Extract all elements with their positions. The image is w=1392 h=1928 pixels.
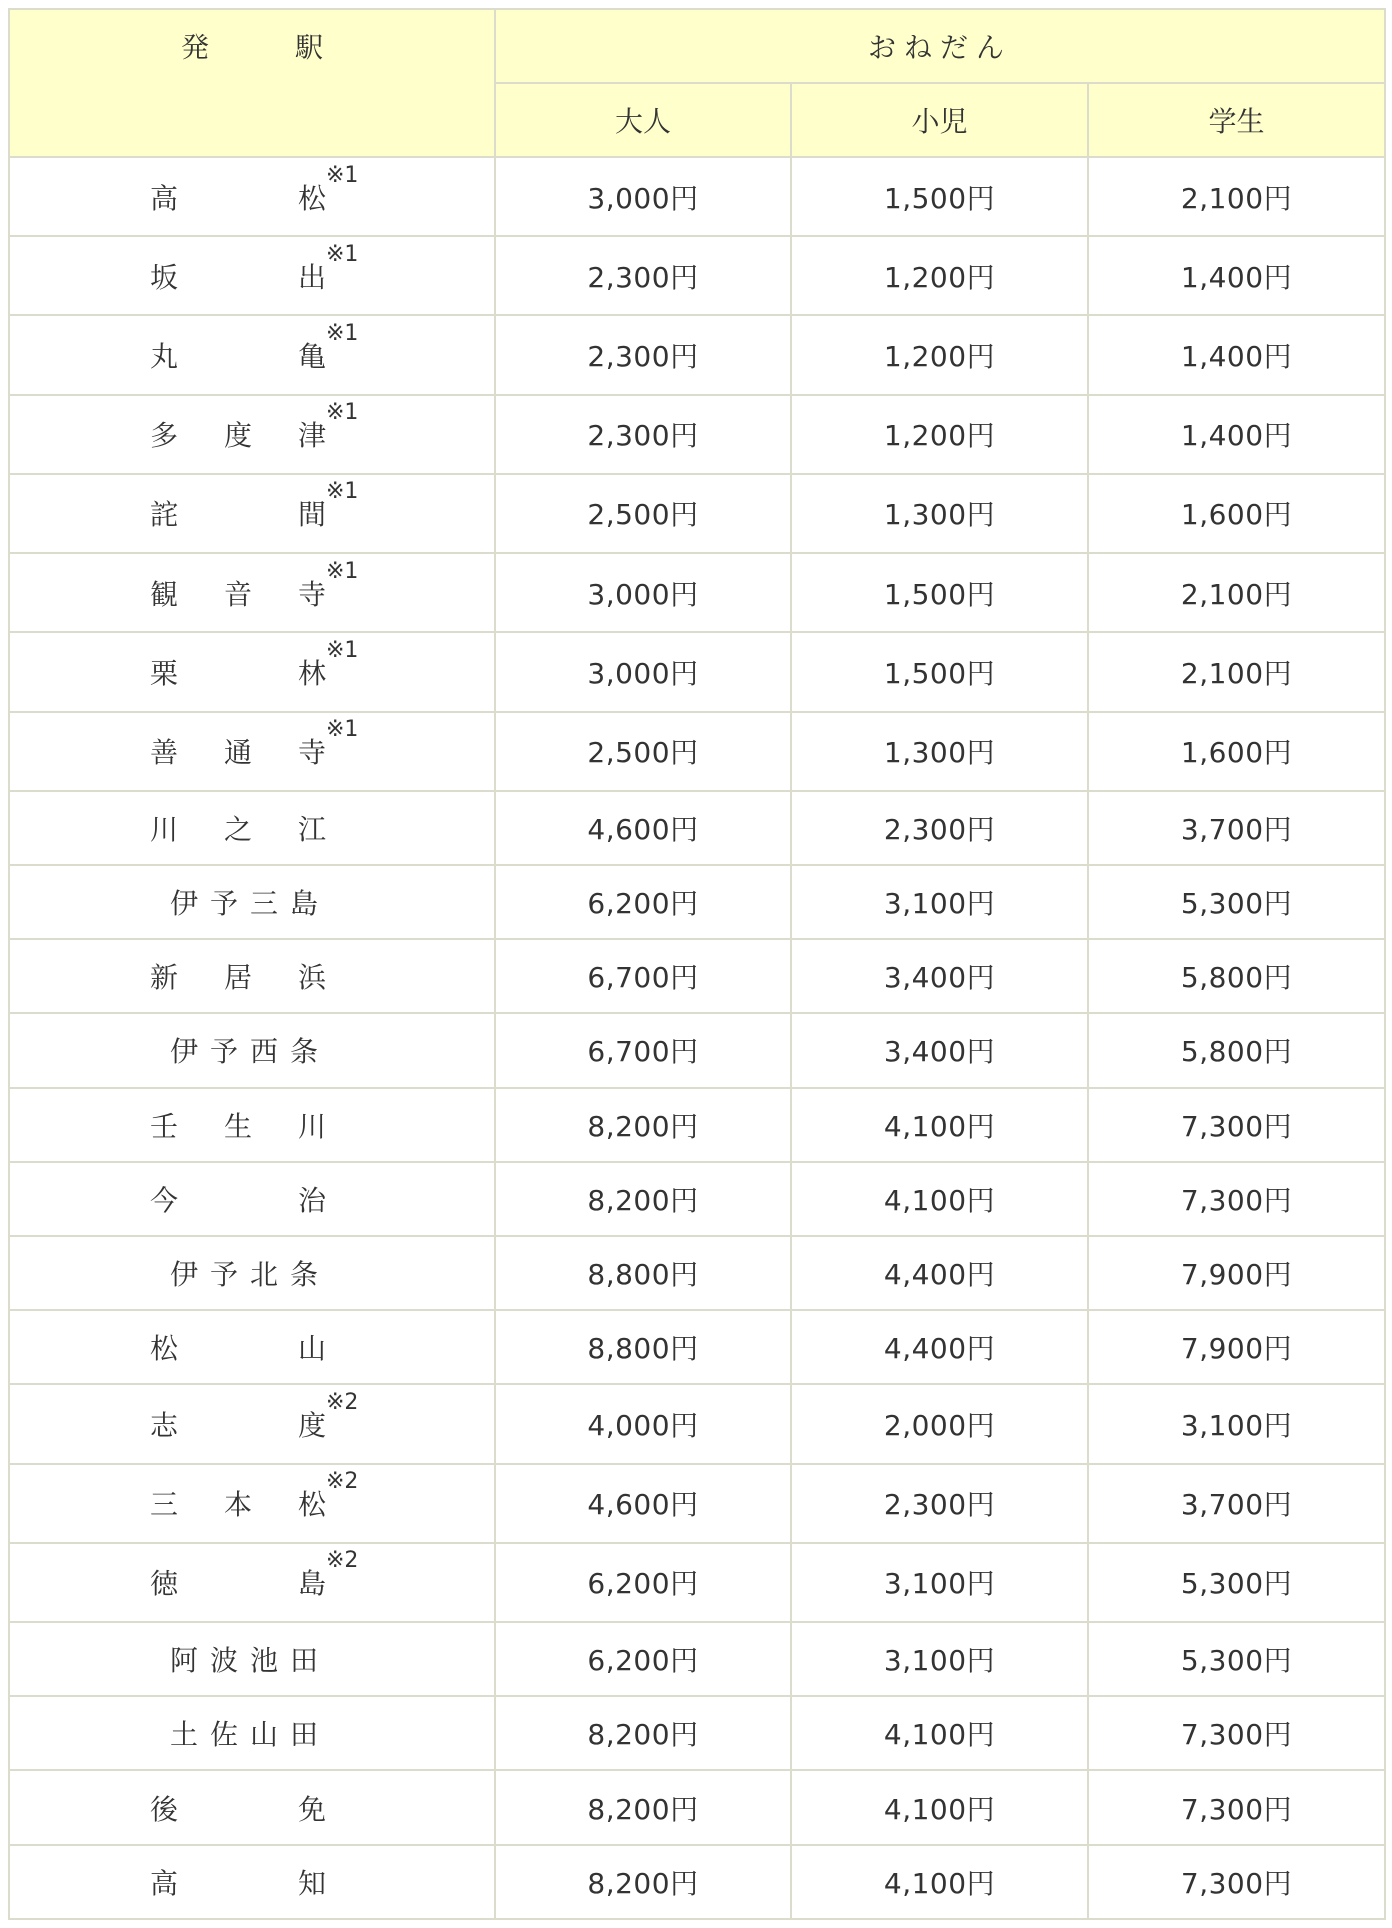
station-cell (9, 1088, 495, 1162)
footnote-marker: ※1 (325, 321, 359, 347)
child-fare-cell: 4,400円 (791, 1310, 1088, 1384)
student-fare-cell: 7,300円 (1088, 1845, 1385, 1919)
station-name-char: 多 (150, 419, 179, 453)
station-cell (9, 1384, 495, 1463)
child-fare-cell: 1,300円 (791, 712, 1088, 791)
station-name (150, 1862, 326, 1902)
station-name-char: 生 (223, 1109, 252, 1143)
table-row (9, 1770, 1385, 1844)
station-name-char: 知 (297, 1866, 326, 1900)
adult-fare-cell: 3,000円 (495, 553, 791, 632)
adult-fare-cell: 6,200円 (495, 1543, 791, 1622)
station-name-char: 壬 (150, 1109, 179, 1143)
station-header-char: 発 (180, 31, 209, 64)
station-name-char: 西 (249, 1035, 278, 1069)
station-name (150, 479, 359, 533)
child-fare-cell: 3,100円 (791, 865, 1088, 939)
child-fare-cell: 3,100円 (791, 1543, 1088, 1622)
station-name (150, 1327, 326, 1367)
table-row (9, 712, 1385, 791)
adult-fare-cell: 2,300円 (495, 236, 791, 315)
table-row (9, 1310, 1385, 1384)
station-name-char: 林 ※1 (297, 637, 359, 690)
adult-fare-cell: 6,200円 (495, 1622, 791, 1696)
station-cell (9, 553, 495, 632)
student-fare-cell: 7,900円 (1088, 1310, 1385, 1384)
table-row (9, 474, 1385, 553)
footnote-marker: ※1 (325, 400, 359, 426)
station-name-char: 度 ※2 (297, 1389, 359, 1442)
footnote-marker: ※2 (325, 1389, 359, 1415)
adult-fare-cell: 6,700円 (495, 939, 791, 1013)
footnote-marker: ※1 (325, 637, 359, 663)
table-row (9, 1622, 1385, 1696)
student-fare-cell: 1,400円 (1088, 395, 1385, 474)
station-name-char: 今 (150, 1183, 179, 1217)
station-name-char: 亀 ※1 (297, 321, 359, 374)
table-row (9, 1464, 1385, 1543)
station-name (150, 321, 359, 375)
adult-fare-cell: 3,000円 (495, 632, 791, 711)
station-name (170, 1030, 318, 1070)
price-group-header (495, 9, 1385, 83)
child-fare-cell: 4,100円 (791, 1770, 1088, 1844)
station-name (150, 808, 326, 848)
station-name-char: 志 (150, 1408, 179, 1442)
table-row (9, 553, 1385, 632)
station-name-char: 本 (223, 1488, 252, 1522)
child-fare-cell: 3,400円 (791, 939, 1088, 1013)
station-cell (9, 791, 495, 865)
student-fare-cell: 3,700円 (1088, 791, 1385, 865)
station-name-char: 出 ※1 (297, 241, 359, 294)
station-name (150, 1389, 359, 1444)
fare-table (8, 8, 1384, 1920)
station-name-char: 浜 (297, 961, 326, 995)
station-name-char: 詫 (150, 498, 179, 532)
station-name (150, 637, 359, 692)
station-name-char: 善 (150, 736, 179, 770)
student-fare-cell: 5,800円 (1088, 1013, 1385, 1087)
station-name-char: 居 (223, 961, 252, 995)
student-fare-cell: 5,300円 (1088, 865, 1385, 939)
station-cell (9, 395, 495, 474)
child-fare-cell: 4,100円 (791, 1088, 1088, 1162)
adult-fare-cell: 8,200円 (495, 1162, 791, 1236)
table-row (9, 1088, 1385, 1162)
student-fare-cell: 7,300円 (1088, 1696, 1385, 1770)
station-cell (9, 1543, 495, 1622)
station-name (150, 956, 326, 996)
station-name-char: 佐 (209, 1718, 238, 1752)
child-fare-cell: 1,300円 (791, 474, 1088, 553)
footnote-marker: ※1 (325, 162, 359, 188)
station-name-char: 間 ※1 (297, 479, 359, 532)
table-row (9, 939, 1385, 1013)
station-name (150, 1469, 359, 1523)
station-cell (9, 1013, 495, 1087)
station-name-char: 高 (150, 181, 179, 215)
table-row (9, 395, 1385, 474)
student-fare-cell: 7,300円 (1088, 1162, 1385, 1236)
station-name-char: 音 (223, 577, 252, 611)
station-name (150, 558, 359, 613)
table-row (9, 315, 1385, 394)
student-fare-cell: 7,300円 (1088, 1770, 1385, 1844)
student-fare-cell: 1,600円 (1088, 474, 1385, 553)
child-fare-cell: 4,100円 (791, 1162, 1088, 1236)
student-fare-cell: 7,300円 (1088, 1088, 1385, 1162)
student-fare-cell: 2,100円 (1088, 632, 1385, 711)
child-fare-cell: 1,200円 (791, 236, 1088, 315)
station-name-char: 寺 ※1 (297, 717, 359, 770)
adult-fare-cell: 3,000円 (495, 157, 791, 236)
station-name-char: 三 (150, 1488, 179, 1522)
footnote-marker: ※2 (325, 1548, 359, 1574)
station-name-char: 観 (150, 577, 179, 611)
footnote-marker: ※1 (325, 558, 359, 584)
adult-fare-cell: 4,600円 (495, 791, 791, 865)
station-name-char: 後 (150, 1792, 179, 1826)
station-name (150, 241, 359, 296)
table-row (9, 1013, 1385, 1087)
station-name-char: 田 (289, 1718, 318, 1752)
station-name-char: 条 (289, 1035, 318, 1069)
child-column-header: 小児 (791, 83, 1088, 157)
station-cell (9, 157, 495, 236)
station-name-char: 通 (223, 736, 252, 770)
station-name-char: 伊 (170, 1258, 199, 1292)
station-name-char: 波 (209, 1644, 238, 1678)
station-name-char: 島 ※2 (297, 1548, 359, 1601)
station-name-char: 予 (209, 1035, 238, 1069)
child-fare-cell: 1,200円 (791, 315, 1088, 394)
child-fare-cell: 1,500円 (791, 553, 1088, 632)
table-row (9, 1696, 1385, 1770)
student-fare-cell: 3,100円 (1088, 1384, 1385, 1463)
station-cell (9, 939, 495, 1013)
footnote-marker: ※1 (325, 479, 359, 505)
station-cell (9, 1696, 495, 1770)
child-fare-cell: 4,400円 (791, 1236, 1088, 1310)
adult-fare-cell: 6,700円 (495, 1013, 791, 1087)
table-row (9, 1162, 1385, 1236)
table-body (9, 157, 1385, 1919)
station-name-char: 川 (297, 1109, 326, 1143)
child-fare-cell: 2,300円 (791, 791, 1088, 865)
footnote-marker: ※1 (325, 241, 359, 267)
student-fare-cell: 1,600円 (1088, 712, 1385, 791)
station-name-char: 田 (289, 1644, 318, 1678)
student-fare-cell: 1,400円 (1088, 315, 1385, 394)
station-cell (9, 1464, 495, 1543)
station-name (150, 1548, 359, 1602)
adult-fare-cell: 2,300円 (495, 315, 791, 394)
footnote-marker: ※2 (325, 1469, 359, 1495)
adult-fare-cell: 6,200円 (495, 865, 791, 939)
adult-fare-cell: 8,200円 (495, 1770, 791, 1844)
adult-fare-cell: 8,800円 (495, 1236, 791, 1310)
adult-fare-cell: 8,200円 (495, 1088, 791, 1162)
station-name-char: 阿 (170, 1644, 199, 1678)
station-cell (9, 474, 495, 553)
student-column-header: 学生 (1088, 83, 1385, 157)
adult-fare-cell: 2,500円 (495, 474, 791, 553)
station-cell (9, 865, 495, 939)
station-name-char: 島 (289, 887, 318, 921)
station-cell (9, 236, 495, 315)
station-name-char: 池 (249, 1644, 278, 1678)
station-cell (9, 632, 495, 711)
adult-column-header: 大人 (495, 83, 791, 157)
station-name (150, 400, 359, 454)
station-name-char: 松 ※1 (297, 162, 359, 215)
station-name-char: 条 (289, 1258, 318, 1292)
child-fare-cell: 3,100円 (791, 1622, 1088, 1696)
table-row (9, 157, 1385, 236)
footnote-marker: ※1 (325, 717, 359, 743)
adult-fare-cell: 4,600円 (495, 1464, 791, 1543)
student-fare-cell: 7,900円 (1088, 1236, 1385, 1310)
station-name (170, 1253, 318, 1293)
station-header-char: 駅 (295, 31, 324, 64)
fare-grid (8, 8, 1386, 1920)
station-name (170, 1639, 318, 1679)
table-row (9, 1384, 1385, 1463)
station-name-char: 山 (297, 1332, 326, 1366)
child-fare-cell: 2,000円 (791, 1384, 1088, 1463)
station-cell (9, 315, 495, 394)
student-fare-cell: 1,400円 (1088, 236, 1385, 315)
station-name-char: 松 ※2 (297, 1469, 359, 1522)
station-name-char: 山 (249, 1718, 278, 1752)
station-cell (9, 712, 495, 791)
station-name (150, 1179, 326, 1219)
station-name-char: 徳 (150, 1567, 179, 1601)
station-cell (9, 1236, 495, 1310)
child-fare-cell: 3,400円 (791, 1013, 1088, 1087)
station-name-char: 新 (150, 961, 179, 995)
table-row (9, 632, 1385, 711)
station-name-char: 江 (297, 812, 326, 846)
station-name-char: 川 (150, 812, 179, 846)
adult-fare-cell: 8,800円 (495, 1310, 791, 1384)
station-cell (9, 1770, 495, 1844)
station-name (150, 162, 359, 217)
student-fare-cell: 2,100円 (1088, 157, 1385, 236)
station-name-char: 伊 (170, 1035, 199, 1069)
table-row (9, 1845, 1385, 1919)
station-name-char: 松 (150, 1332, 179, 1366)
station-name (170, 882, 318, 922)
station-name (150, 717, 359, 771)
station-cell (9, 1622, 495, 1696)
student-fare-cell: 5,300円 (1088, 1543, 1385, 1622)
child-fare-cell: 4,100円 (791, 1845, 1088, 1919)
station-column-header (9, 9, 495, 157)
station-cell (9, 1310, 495, 1384)
station-name-char: 北 (249, 1258, 278, 1292)
student-fare-cell: 2,100円 (1088, 553, 1385, 632)
station-name (170, 1713, 318, 1753)
student-fare-cell: 5,300円 (1088, 1622, 1385, 1696)
child-fare-cell: 1,500円 (791, 632, 1088, 711)
station-name-char: 之 (223, 812, 252, 846)
adult-fare-cell: 2,500円 (495, 712, 791, 791)
station-name-char: 免 (297, 1792, 326, 1826)
station-name-char: 栗 (150, 656, 179, 690)
table-row (9, 1236, 1385, 1310)
adult-fare-cell: 4,000円 (495, 1384, 791, 1463)
child-fare-cell: 2,300円 (791, 1464, 1088, 1543)
station-name-char: 三 (249, 887, 278, 921)
child-fare-cell: 1,500円 (791, 157, 1088, 236)
child-fare-cell: 4,100円 (791, 1696, 1088, 1770)
station-cell (9, 1162, 495, 1236)
student-fare-cell: 5,800円 (1088, 939, 1385, 1013)
adult-fare-cell: 8,200円 (495, 1845, 791, 1919)
station-name-char: 伊 (170, 887, 199, 921)
table-header (9, 9, 1385, 157)
station-name-char: 土 (170, 1718, 199, 1752)
table-row (9, 791, 1385, 865)
station-cell (9, 1845, 495, 1919)
station-name-char: 予 (209, 887, 238, 921)
station-name-char: 高 (150, 1866, 179, 1900)
child-fare-cell: 1,200円 (791, 395, 1088, 474)
table-row (9, 236, 1385, 315)
station-name-char: 度 (223, 419, 252, 453)
price-group-label: おねだん (867, 31, 1012, 64)
station-name (150, 1105, 326, 1145)
adult-fare-cell: 2,300円 (495, 395, 791, 474)
station-name-char: 予 (209, 1258, 238, 1292)
adult-fare-cell: 8,200円 (495, 1696, 791, 1770)
student-fare-cell: 3,700円 (1088, 1464, 1385, 1543)
station-name-char: 治 (297, 1183, 326, 1217)
station-name-char: 寺 ※1 (297, 558, 359, 611)
station-name-char: 津 ※1 (297, 400, 359, 453)
table-row (9, 1543, 1385, 1622)
station-name (150, 1788, 326, 1828)
station-name-char: 丸 (150, 340, 179, 374)
station-name-char: 坂 (150, 260, 179, 294)
table-row (9, 865, 1385, 939)
